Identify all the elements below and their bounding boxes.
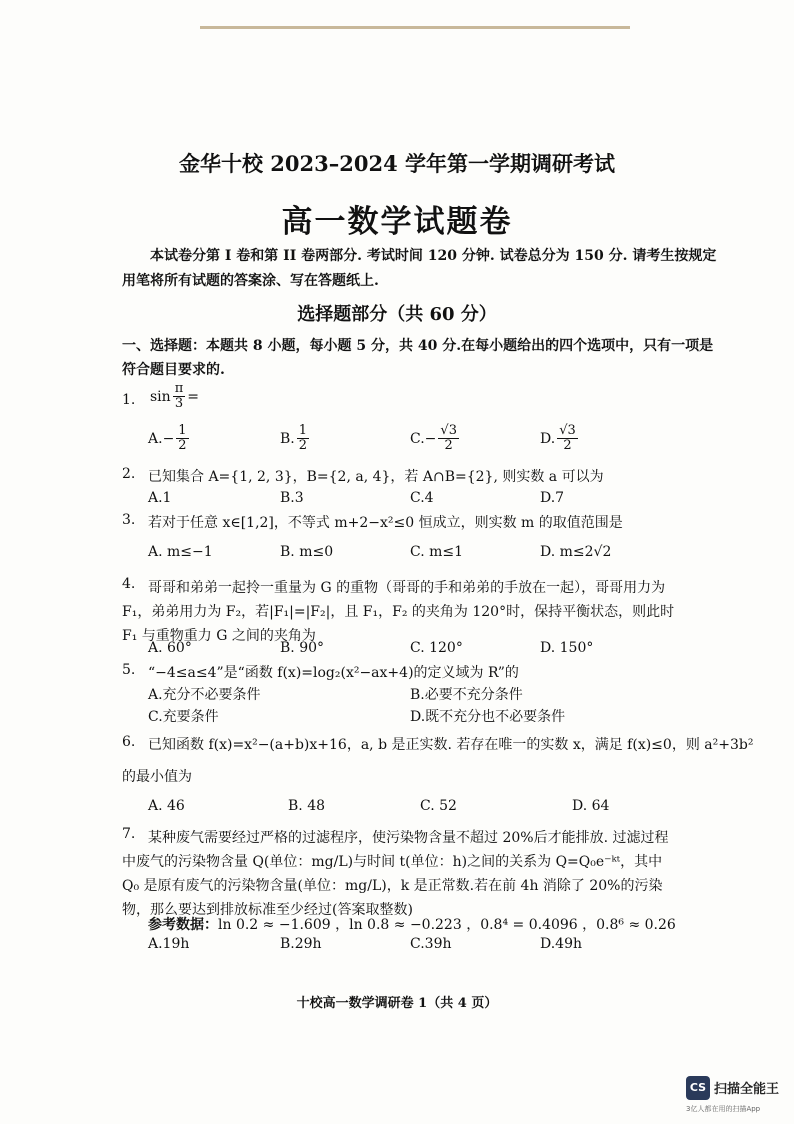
option-c[interactable]: C. 120° (410, 640, 463, 656)
question-number: 5. (122, 662, 136, 678)
option-a[interactable]: A. 60° (148, 640, 192, 656)
question-number: 6. (122, 734, 136, 750)
question-number: 2. (122, 466, 136, 482)
option-b[interactable]: B. 48 (288, 798, 326, 814)
reference-data: 参考数据：ln 0.2 ≈ −1.609 ，ln 0.8 ≈ −0.223 ，0.8⁴ = 0.4096 ，0.8⁶ ≈ 0.26 (148, 917, 676, 933)
option-a[interactable]: A.1 (148, 490, 172, 506)
option-d[interactable]: D. 64 (572, 798, 610, 814)
question-stem: 哥哥和弟弟一起拎一重量为 G 的重物（哥哥的手和弟弟的手放在一起），哥哥用力为 F₁，弟弟用力为 F₂，若|F₁|=|F₂|，且 F₁，F₂ 的夹角为 120°时，保持平衡状态，则此时 F₁ 与重物重力 G 之间的夹角为 (122, 580, 675, 644)
option-b[interactable]: B.3 (280, 490, 304, 506)
exam-instructions: 本试卷分第 I 卷和第 II 卷两部分. 考试时间 120 分钟. 试卷总分为 150 分. 请考生按规定用笔将所有试题的答案涂、写在答题纸上. (122, 248, 717, 289)
option-c[interactable]: C. m≤1 (410, 544, 464, 560)
option-d[interactable]: D. 150° (540, 640, 594, 656)
watermark-tagline: 3亿人都在用的扫描App (686, 1105, 761, 1113)
top-decorative-line (200, 26, 630, 29)
option-a[interactable]: A. 46 (148, 798, 185, 814)
camscanner-logo-icon: CS (686, 1076, 710, 1100)
option-b[interactable]: B.必要不充分条件 (410, 687, 523, 703)
question-stem: 若对于任意 x∈[1,2]，不等式 m+2−x²≤0 恒成立，则实数 m 的取值范围是 (148, 515, 623, 531)
question-stem: 已知函数 f(x)=x²−(a+b)x+16，a, b 是正实数. 若存在唯一的实数 x，满足 f(x)≤0，则 a²+3b² (148, 737, 754, 753)
page-footer: 十校高一数学调研卷 1（共 4 页） (296, 996, 498, 1011)
option-d[interactable]: D.既不充分也不必要条件 (410, 709, 566, 725)
question-stem: “−4≤a≤4”是“函数 f(x)=log₂(x²−ax+4)的定义域为 R”的 (148, 665, 519, 681)
option-a[interactable]: A. m≤−1 (148, 544, 213, 560)
option-c[interactable]: C. 52 (420, 798, 457, 814)
option-c[interactable]: C.充要条件 (148, 709, 219, 725)
question-number: 1. (122, 392, 136, 408)
option-b[interactable]: B. m≤0 (280, 544, 334, 560)
question-number: 7. (122, 826, 136, 842)
option-c[interactable]: C.4 (410, 490, 434, 506)
question-stem: 已知集合 A={1, 2, 3}，B={2, a, 4}，若 A∩B={2}, 则实数 a 可以为 (148, 469, 604, 485)
exam-title: 金华十校 2023–2024 学年第一学期调研考试 (178, 151, 615, 176)
option-d[interactable]: D. $\frac{√3}{2}$ (540, 423, 576, 454)
question-number: 3. (122, 512, 136, 528)
watermark-app-name: 扫描全能王 (714, 1082, 780, 1097)
option-b[interactable]: B. 90° (280, 640, 325, 656)
option-b[interactable]: B.29h (280, 936, 322, 952)
option-c[interactable]: C.39h (410, 936, 452, 952)
question-number: 4. (122, 576, 136, 592)
section-title: 选择题部分（共 60 分） (297, 304, 497, 325)
option-d[interactable]: D. m≤2√2 (540, 544, 612, 560)
option-c[interactable]: C.− $\frac{√3}{2}$ (410, 423, 457, 454)
question-stem: 某种废气需要经过严格的过滤程序，使污染物含量不超过 20%后才能排放. 过滤过程中废气的污染物含量 Q(单位：mg/L)与时间 t(单位：h)之间的关系为 Q=Q₀e⁻ᵏᵗ，其中 Q₀ 是原有废气的污染物含量(单位：mg/L)，k 是正常数.若在前 4h 消除了 20%的污染物，那么要达到排放标准至少经过(答案取整数) (122, 830, 669, 918)
option-a[interactable]: A.19h (148, 936, 190, 952)
paper-title: 高一数学试题卷 (281, 204, 513, 240)
question-stem: sin $\frac{\pi}{3}$ = (150, 381, 199, 412)
option-b[interactable]: B. $\frac{1}{2}$ (280, 423, 308, 454)
option-a[interactable]: A.− $\frac{1}{2}$ (148, 423, 187, 454)
option-d[interactable]: D.7 (540, 490, 565, 506)
option-a[interactable]: A.充分不必要条件 (148, 687, 261, 703)
question-stem-continued: 的最小值为 (122, 769, 192, 785)
option-d[interactable]: D.49h (540, 936, 583, 952)
section-description: 一、选择题：本题共 8 小题，每小题 5 分，共 40 分.在每小题给出的四个选项中，只有一项是符合题目要求的. (122, 338, 714, 378)
